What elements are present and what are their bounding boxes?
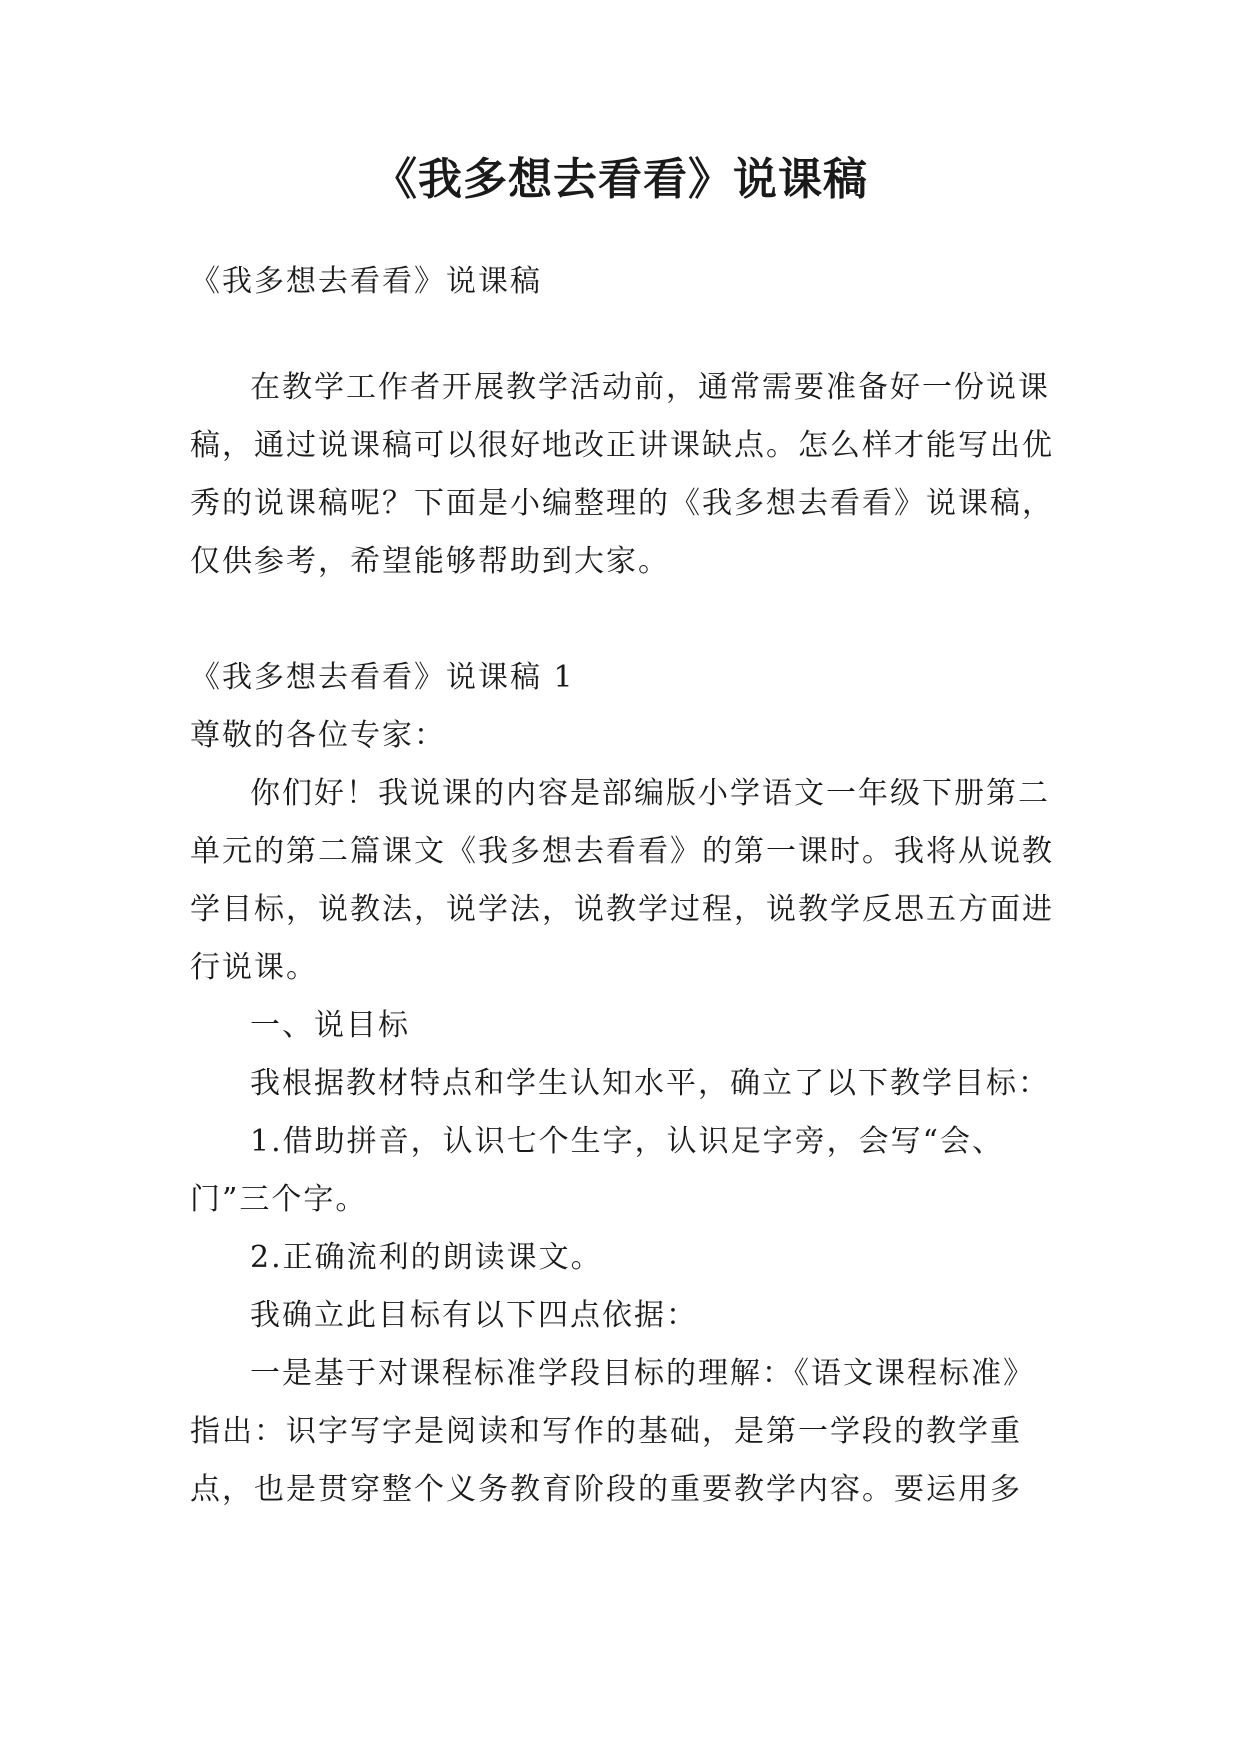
paragraph-objectives-intro: 我根据教材特点和学生认知水平，确立了以下教学目标： <box>250 1066 1050 1101</box>
objective-item-1: 1.借助拼音，认识七个生字，认识足字旁，会写“会、门”三个字。 <box>190 1124 1004 1217</box>
greeting: 尊敬的各位专家： <box>190 718 446 753</box>
heading-objectives: 一、说目标 <box>250 1008 410 1043</box>
paragraph-basis-intro: 我确立此目标有以下四点依据： <box>250 1298 698 1333</box>
objective-item-2: 2.正确流利的朗读课文。 <box>250 1240 603 1275</box>
paragraph-basis-1: 一是基于对课程标准学段目标的理解：《语文课程标准》指出：识字写字是阅读和写作的基础，是第一学段的教学重点，也是贯穿整个义务教育阶段的重要教学内容。要运用多 <box>190 1356 1035 1507</box>
paragraph-opening: 你们好！我说课的内容是部编版小学语文一年级下册第二单元的第二篇课文《我多想去看看》的第一课时。我将从说教学目标，说教法，说学法，说教学过程，说教学反思五方面进行说课。 <box>190 776 1054 985</box>
document-body <box>190 253 1060 1519</box>
intro-paragraph: 在教学工作者开展教学活动前，通常需要准备好一份说课稿，通过说课稿可以很好地改正讲课缺点。怎么样才能写出优秀的说课稿呢？下面是小编整理的《我多想去看看》说课稿，仅供参考，希望能够帮助到大家。 <box>190 370 1054 579</box>
document-title: 《我多想去看看》说课稿 <box>373 154 868 205</box>
section-heading: 《我多想去看看》说课稿 1 <box>190 660 575 695</box>
document-subtitle: 《我多想去看看》说课稿 <box>190 264 542 299</box>
